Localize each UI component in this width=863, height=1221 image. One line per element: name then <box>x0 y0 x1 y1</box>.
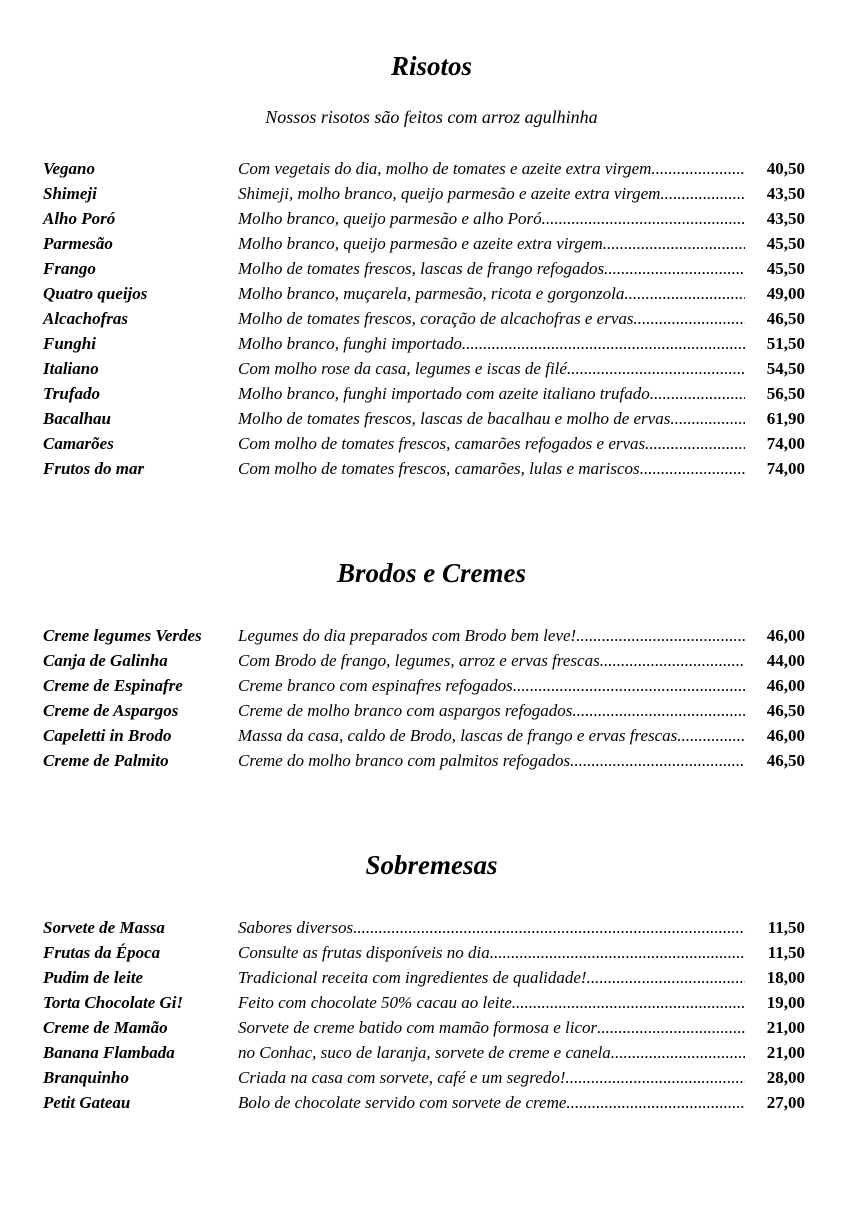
item-description-text: Com molho rose da casa, legumes e iscas de filé <box>238 359 567 378</box>
section-title: Risotos <box>390 51 473 81</box>
dot-leader <box>566 1090 745 1115</box>
menu-item <box>43 456 805 481</box>
item-price: 46,50 <box>766 751 805 770</box>
item-price: 46,00 <box>766 676 805 695</box>
item-name: Creme de Palmito <box>43 751 169 770</box>
dot-leader <box>651 156 745 181</box>
item-description-text: Sabores diversos <box>238 918 354 937</box>
menu-item <box>43 356 805 381</box>
menu-item <box>43 156 805 181</box>
item-name: Frutos do mar <box>43 459 145 478</box>
menu-item <box>43 331 805 356</box>
item-price: 28,00 <box>766 1068 805 1087</box>
dot-leader <box>670 406 745 431</box>
dot-leader <box>677 723 745 748</box>
item-price: 49,00 <box>766 284 805 303</box>
item-description <box>238 1015 745 1040</box>
dot-leader <box>660 181 745 206</box>
item-description-text: Creme branco com espinafres refogados <box>238 676 513 695</box>
dot-leader <box>572 698 745 723</box>
dot-leader <box>490 940 745 965</box>
item-name: Alho Poró <box>43 209 116 228</box>
item-description <box>238 181 745 206</box>
dot-leader <box>576 623 745 648</box>
dot-leader <box>513 673 745 698</box>
item-description <box>238 1090 745 1115</box>
item-description <box>238 1040 745 1065</box>
item-description <box>238 748 745 773</box>
dot-leader <box>600 648 745 673</box>
menu-item <box>43 281 805 306</box>
item-name: Petit Gateau <box>43 1093 131 1112</box>
item-price: 44,00 <box>766 651 805 670</box>
item-description-text: Com molho de tomates frescos, camarões, lulas e mariscos <box>238 459 640 478</box>
item-description <box>238 1065 745 1090</box>
item-name: Italiano <box>43 359 99 378</box>
item-price: 19,00 <box>766 993 805 1012</box>
item-price: 40,50 <box>766 159 805 178</box>
item-name: Camarões <box>43 434 114 453</box>
dot-leader <box>512 990 745 1015</box>
item-description <box>238 456 745 481</box>
item-description-text: Bolo de chocolate servido com sorvete de creme <box>238 1093 567 1112</box>
menu-list <box>43 623 805 773</box>
item-price: 46,50 <box>766 309 805 328</box>
dot-leader <box>640 456 745 481</box>
item-price: 74,00 <box>766 434 805 453</box>
menu-item <box>43 748 805 773</box>
item-description <box>238 156 745 181</box>
item-description <box>238 673 745 698</box>
dot-leader <box>611 1040 745 1065</box>
menu-item <box>43 723 805 748</box>
item-name: Creme de Mamão <box>43 1018 168 1037</box>
item-price: 18,00 <box>766 968 805 987</box>
item-price: 11,50 <box>767 918 805 937</box>
dot-leader <box>624 281 745 306</box>
dot-leader <box>570 748 745 773</box>
item-description-text: Massa da casa, caldo de Brodo, lascas de frango e ervas frescas <box>238 726 678 745</box>
item-description-text: Creme de molho branco com aspargos refogados <box>238 701 573 720</box>
item-price: 43,50 <box>766 184 805 203</box>
item-description-text: Criada na casa com sorvete, café e um segredo! <box>238 1068 566 1087</box>
item-description <box>238 406 745 431</box>
item-description <box>238 231 745 256</box>
item-description-text: Molho branco, muçarela, parmesão, ricota e gorgonzola <box>238 284 625 303</box>
dot-leader <box>462 331 745 356</box>
item-description <box>238 281 745 306</box>
item-price: 46,00 <box>766 726 805 745</box>
menu-item <box>43 965 805 990</box>
item-name: Banana Flambada <box>43 1043 175 1062</box>
item-price: 27,00 <box>766 1093 805 1112</box>
item-name: Torta Chocolate Gi! <box>43 993 184 1012</box>
item-price: 11,50 <box>767 943 805 962</box>
item-price: 51,50 <box>766 334 805 353</box>
item-description-text: Creme do molho branco com palmitos refogados <box>238 751 571 770</box>
menu-item <box>43 231 805 256</box>
item-description <box>238 331 745 356</box>
dot-leader <box>604 256 745 281</box>
item-price: 45,50 <box>766 259 805 278</box>
menu-item <box>43 381 805 406</box>
dot-leader <box>353 915 745 940</box>
item-description-text: Com vegetais do dia, molho de tomates e azeite extra virgem <box>238 159 652 178</box>
item-description-text: Molho de tomates frescos, coração de alcachofras e ervas <box>238 309 634 328</box>
item-description-text: no Conhac, suco de laranja, sorvete de creme e canela <box>238 1043 611 1062</box>
dot-leader <box>566 1065 746 1090</box>
item-description <box>238 915 745 940</box>
menu-item <box>43 1040 805 1065</box>
menu-item <box>43 990 805 1015</box>
item-description <box>238 965 745 990</box>
item-description-text: Molho branco, queijo parmesão e alho Poró <box>238 209 542 228</box>
menu-item <box>43 648 805 673</box>
item-price: 74,00 <box>766 459 805 478</box>
item-description <box>238 698 745 723</box>
dot-leader <box>542 206 745 231</box>
item-name: Parmesão <box>43 234 113 253</box>
item-description-text: Feito com chocolate 50% cacau ao leite <box>238 993 512 1012</box>
item-description-text: Tradicional receita com ingredientes de qualidade! <box>238 968 587 987</box>
dot-leader <box>587 965 745 990</box>
item-name: Capeletti in Brodo <box>43 726 172 745</box>
item-description <box>238 623 745 648</box>
menu-item <box>43 623 805 648</box>
item-price: 56,50 <box>766 384 805 403</box>
item-description-text: Molho branco, funghi importado <box>238 334 462 353</box>
item-name: Bacalhau <box>43 409 112 428</box>
item-name: Shimeji <box>43 184 97 203</box>
item-description-text: Com Brodo de frango, legumes, arroz e ervas frescas <box>238 651 600 670</box>
dot-leader <box>567 356 745 381</box>
item-price: 46,00 <box>766 626 805 645</box>
menu-item <box>43 1090 805 1115</box>
section-title: Brodos e Cremes <box>337 558 526 588</box>
item-name: Creme legumes Verdes <box>43 626 202 645</box>
item-description <box>238 381 745 406</box>
item-price: 46,50 <box>766 701 805 720</box>
item-description <box>238 256 745 281</box>
item-name: Sorvete de Massa <box>43 918 165 937</box>
menu-item <box>43 940 805 965</box>
menu-item <box>43 1065 805 1090</box>
menu-list <box>43 915 805 1115</box>
menu-item <box>43 431 805 456</box>
item-name: Creme de Espinafre <box>43 676 183 695</box>
item-description-text: Consulte as frutas disponíveis no dia <box>238 943 490 962</box>
dot-leader <box>633 306 745 331</box>
item-name: Frutas da Época <box>43 943 161 962</box>
dot-leader <box>597 1015 745 1040</box>
item-description <box>238 940 745 965</box>
item-name: Branquinho <box>43 1068 129 1087</box>
item-description <box>238 431 745 456</box>
section-subtitle: Nossos risotos são feitos com arroz agulhinha <box>265 107 598 127</box>
item-description <box>238 306 745 331</box>
item-description <box>238 648 745 673</box>
item-name: Frango <box>43 259 96 278</box>
item-description-text: Sorvete de creme batido com mamão formosa e licor <box>238 1018 598 1037</box>
menu-item <box>43 915 805 940</box>
item-name: Creme de Aspargos <box>43 701 179 720</box>
item-name: Funghi <box>43 334 96 353</box>
menu-item <box>43 256 805 281</box>
item-description-text: Shimeji, molho branco, queijo parmesão e azeite extra virgem <box>238 184 661 203</box>
menu-item <box>43 181 805 206</box>
section-title: Sobremesas <box>365 850 498 880</box>
item-price: 45,50 <box>766 234 805 253</box>
dot-leader <box>603 231 745 256</box>
item-price: 61,90 <box>766 409 805 428</box>
item-price: 54,50 <box>766 359 805 378</box>
item-description-text: Molho de tomates frescos, lascas de bacalhau e molho de ervas <box>238 409 671 428</box>
item-name: Alcachofras <box>43 309 128 328</box>
item-price: 21,00 <box>766 1043 805 1062</box>
item-price: 21,00 <box>766 1018 805 1037</box>
menu-item <box>43 306 805 331</box>
menu-item <box>43 698 805 723</box>
dot-leader <box>650 381 745 406</box>
item-description <box>238 990 745 1015</box>
item-description <box>238 723 745 748</box>
item-price: 43,50 <box>766 209 805 228</box>
item-description-text: Molho branco, funghi importado com azeite italiano trufado <box>238 384 650 403</box>
item-name: Canja de Galinha <box>43 651 168 670</box>
item-name: Pudim de leite <box>43 968 144 987</box>
item-description <box>238 356 745 381</box>
item-name: Quatro queijos <box>43 284 148 303</box>
menu-item <box>43 673 805 698</box>
item-description-text: Legumes do dia preparados com Brodo bem leve! <box>238 626 577 645</box>
menu-item <box>43 1015 805 1040</box>
item-description <box>238 206 745 231</box>
item-name: Vegano <box>43 159 95 178</box>
item-description-text: Com molho de tomates frescos, camarões refogados e ervas <box>238 434 646 453</box>
item-description-text: Molho branco, queijo parmesão e azeite extra virgem <box>238 234 603 253</box>
menu-item <box>43 406 805 431</box>
menu-item <box>43 206 805 231</box>
item-name: Trufado <box>43 384 100 403</box>
dot-leader <box>645 431 745 456</box>
menu-list <box>43 156 805 481</box>
item-description-text: Molho de tomates frescos, lascas de frango refogados <box>238 259 605 278</box>
